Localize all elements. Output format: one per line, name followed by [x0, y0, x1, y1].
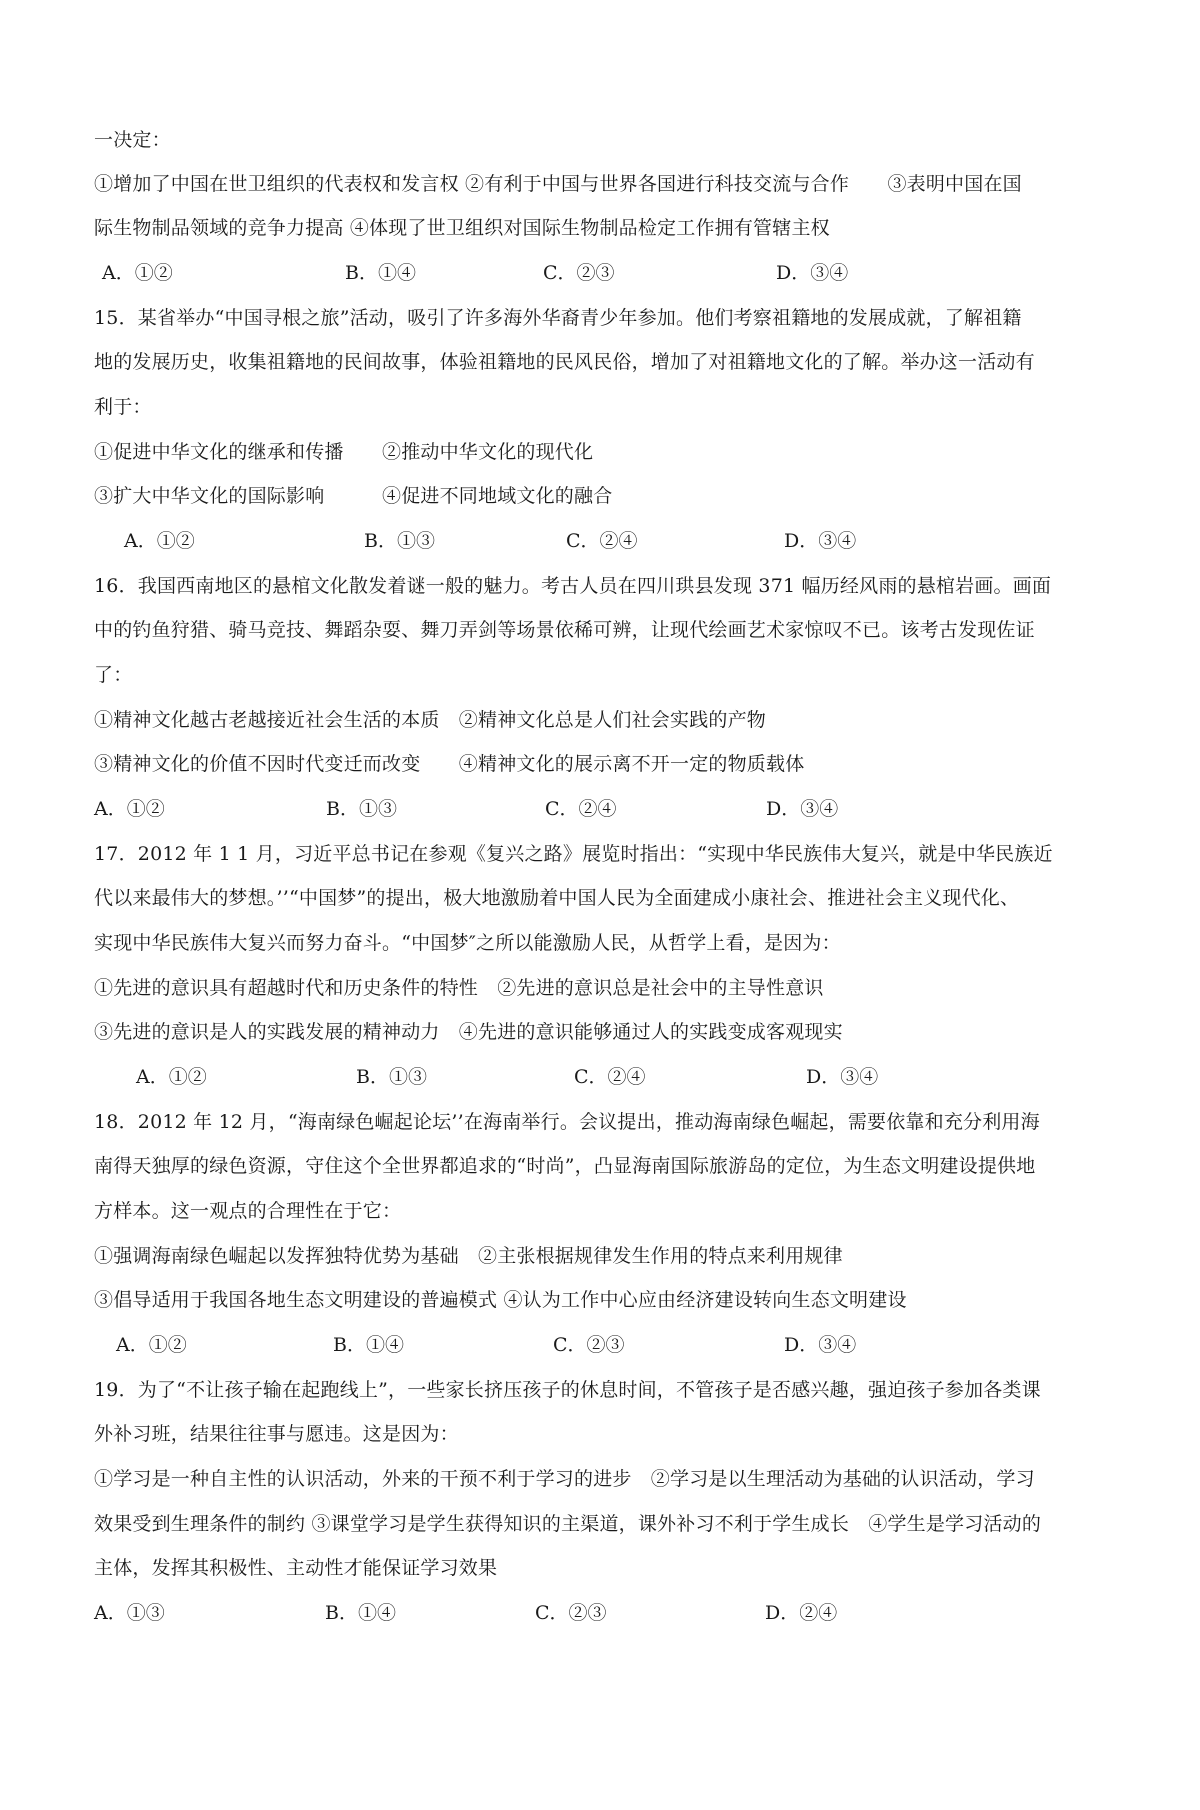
q19-choices-line2: 效果受到生理条件的制约 ③课堂学习是学生获得知识的主渠道，课外补习不利于学生成长 ④学生是学习活动的 [94, 1513, 1042, 1535]
q19-choices-line3: 主体，发挥其积极性、主动性才能保证学习效果 [94, 1557, 498, 1579]
q18-stem-line3: 方样本。这一观点的合理性在于它： [94, 1200, 402, 1222]
q18-option-a: A．①② [116, 1334, 187, 1356]
q18-option-b: B．①④ [333, 1334, 404, 1356]
q17-stem-line1: 17．2012 年 1 1 月，习近平总书记在参观《复兴之路》展览时指出：“实现中华民族伟大复兴，就是中华民族近 [94, 843, 1053, 865]
q17-choices-line2: ③先进的意识是人的实践发展的精神动力 ④先进的意识能够通过人的实践变成客观现实 [94, 1021, 843, 1043]
q16-option-c: C．②④ [545, 798, 617, 820]
q15-option-b: B．①③ [364, 530, 435, 552]
q14-stem-tail: 一决定： [94, 129, 171, 151]
q18-option-c: C．②③ [553, 1334, 625, 1356]
q18-stem-line1: 18．2012 年 12 月，“海南绿色崛起论坛’’在海南举行。会议提出，推动海南绿色崛起，需要依靠和充分利用海 [94, 1111, 1040, 1133]
q18-option-d: D．③④ [784, 1334, 857, 1356]
q18-choices-line2: ③倡导适用于我国各地生态文明建设的普遍模式 ④认为工作中心应由经济建设转向生态文明建设 [94, 1289, 907, 1311]
q16-choices-line1: ①精神文化越古老越接近社会生活的本质 ②精神文化总是人们社会实践的产物 [94, 709, 767, 731]
q15-stem-line3: 利于： [94, 396, 152, 418]
q17-stem-line2: 代以来最伟大的梦想。’’“中国梦”的提出，极大地激励着中国人民为全面建成小康社会、推进社会主义现代化、 [94, 887, 1020, 909]
q16-option-b: B．①③ [326, 798, 397, 820]
q14-option-d: D．③④ [776, 262, 849, 284]
q14-choices-line2: 际生物制品领域的竞争力提高 ④体现了世卫组织对国际生物制品检定工作拥有管辖主权 [94, 217, 830, 239]
q16-stem-line1: 16．我国西南地区的悬棺文化散发着谜一般的魅力。考古人员在四川珙县发现 371 幅历经风雨的悬棺岩画。画面 [94, 575, 1052, 597]
q19-stem-line1: 19．为了“不让孩子输在起跑线上”，一些家长挤压孩子的休息时间，不管孩子是否感兴趣，强迫孩子参加各类课 [94, 1379, 1041, 1401]
q17-option-d: D．③④ [806, 1066, 879, 1088]
q16-option-a: A．①② [94, 798, 165, 820]
q19-choices-line1: ①学习是一种自主性的认识活动，外来的干预不利于学习的进步 ②学习是以生理活动为基础的认识活动，学习 [94, 1468, 1035, 1490]
q15-stem-line2: 地的发展历史，收集祖籍地的民间故事，体验祖籍地的民风民俗，增加了对祖籍地文化的了解。举办这一活动有 [94, 351, 1035, 373]
q15-option-c: C．②④ [566, 530, 638, 552]
q14-option-b: B．①④ [345, 262, 416, 284]
q19-option-b: B．①④ [325, 1602, 396, 1624]
q15-stem-line1: 15．某省举办“中国寻根之旅”活动，吸引了许多海外华裔青少年参加。他们考察祖籍地的发展成就，了解祖籍 [94, 307, 1022, 329]
q19-stem-line2: 外补习班，结果往往事与愿违。这是因为： [94, 1423, 459, 1445]
q19-option-d: D．②④ [765, 1602, 838, 1624]
q16-option-d: D．③④ [766, 798, 839, 820]
q17-option-b: B．①③ [356, 1066, 427, 1088]
q16-stem-line2: 中的钓鱼狩猎、骑马竞技、舞蹈杂耍、舞刀弄剑等场景依稀可辨，让现代绘画艺术家惊叹不已。该考古发现佐证 [94, 619, 1035, 641]
q18-choices-line1: ①强调海南绿色崛起以发挥独特优势为基础 ②主张根据规律发生作用的特点来利用规律 [94, 1245, 843, 1267]
q17-choices-line1: ①先进的意识具有超越时代和历史条件的特性 ②先进的意识总是社会中的主导性意识 [94, 977, 824, 999]
q19-option-c: C．②③ [535, 1602, 607, 1624]
q15-choices-line1: ①促进中华文化的继承和传播 ②推动中华文化的现代化 [94, 441, 594, 463]
q15-choices-line2: ③扩大中华文化的国际影响 ④促进不同地域文化的融合 [94, 485, 613, 507]
q14-choices-line1: ①增加了中国在世卫组织的代表权和发言权 ②有利于中国与世界各国进行科技交流与合作 ③表明中国在国 [94, 173, 1022, 195]
q14-option-c: C．②③ [543, 262, 615, 284]
q17-option-a: A．①② [136, 1066, 207, 1088]
q17-stem-line3: 实现中华民族伟大复兴而努力奋斗。“中国梦″之所以能激励人民，从哲学上看，是因为： [94, 932, 841, 954]
q17-option-c: C．②④ [574, 1066, 646, 1088]
q15-option-d: D．③④ [784, 530, 857, 552]
q15-option-a: A．①② [124, 530, 195, 552]
q16-stem-line3: 了： [94, 664, 133, 686]
q19-option-a: A．①③ [94, 1602, 165, 1624]
q18-stem-line2: 南得天独厚的绿色资源，守住这个全世界都追求的“时尚”，凸显海南国际旅游岛的定位，为生态文明建设提供地 [94, 1155, 1036, 1177]
q16-choices-line2: ③精神文化的价值不因时代变迁而改变 ④精神文化的展示离不开一定的物质载体 [94, 753, 805, 775]
q14-option-a: A．①② [102, 262, 173, 284]
